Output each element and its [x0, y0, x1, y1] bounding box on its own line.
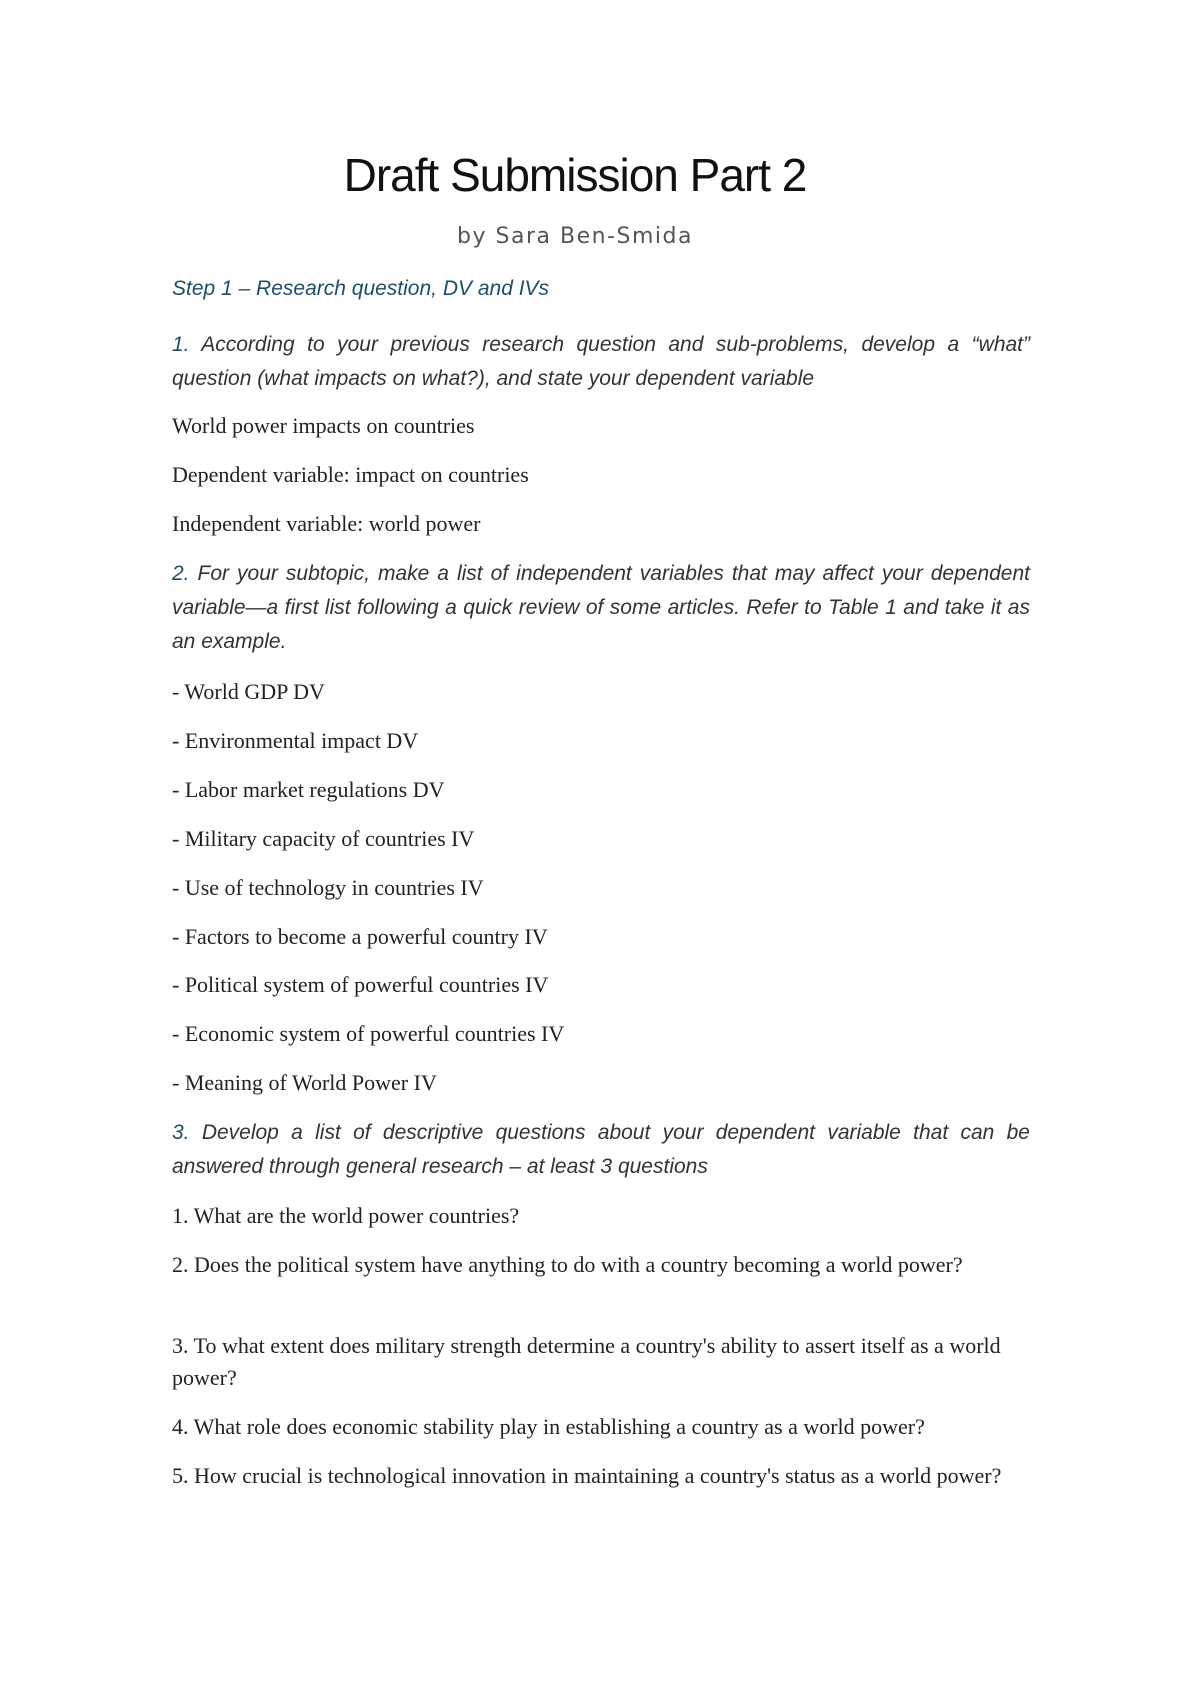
- question-2-number: 2.: [172, 562, 190, 585]
- variable-item: - Labor market regulations DV: [172, 777, 445, 802]
- question-3-text: Develop a list of descriptive questions about your dependent variable that can be answered through general research – at least 3 questions: [172, 1121, 1030, 1178]
- document-author: by Sara Ben-Smida: [457, 224, 693, 249]
- descriptive-question: 5. How crucial is technological innovation in maintaining a country's status as a world power?: [172, 1463, 1002, 1488]
- descriptive-question: 1. What are the world power countries?: [172, 1203, 520, 1228]
- variable-item: - Environmental impact DV: [172, 728, 419, 753]
- question-2-prompt: [172, 557, 1030, 659]
- question-1-number: 1.: [172, 333, 190, 356]
- answer-line: Dependent variable: impact on countries: [172, 462, 529, 487]
- variable-item: - Military capacity of countries IV: [172, 826, 475, 851]
- variable-item: - Political system of powerful countries IV: [172, 972, 549, 997]
- question-2-text: For your subtopic, make a list of independent variables that may affect your dependent variable—a first list following a quick review of some articles. Refer to Table 1 and take it as an example.: [172, 562, 1031, 653]
- variable-item: - Factors to become a powerful country IV: [172, 924, 548, 949]
- variable-item: - Economic system of powerful countries IV: [172, 1021, 565, 1046]
- question-1-text: According to your previous research question and sub-problems, develop a “what” question (what impacts on what?), and state your dependent variable: [172, 333, 1030, 390]
- variable-item: - World GDP DV: [172, 679, 325, 704]
- variable-item: - Meaning of World Power IV: [172, 1070, 437, 1095]
- question-3-number: 3.: [172, 1121, 190, 1144]
- descriptive-question: 2. Does the political system have anything to do with a country becoming a world power?: [172, 1252, 963, 1277]
- question-1-prompt: [172, 328, 1030, 396]
- question-3-prompt: [172, 1116, 1030, 1184]
- variable-item: - Use of technology in countries IV: [172, 875, 484, 900]
- step-heading: Step 1 – Research question, DV and IVs: [172, 277, 550, 300]
- descriptive-question: 3. To what extent does military strength determine a country's ability to assert itself as a world power?: [172, 1333, 1001, 1390]
- answer-line: World power impacts on countries: [172, 413, 475, 438]
- answer-line: Independent variable: world power: [172, 511, 481, 536]
- document-title: Draft Submission Part 2: [343, 149, 807, 201]
- descriptive-question: 4. What role does economic stability play in establishing a country as a world power?: [172, 1414, 925, 1439]
